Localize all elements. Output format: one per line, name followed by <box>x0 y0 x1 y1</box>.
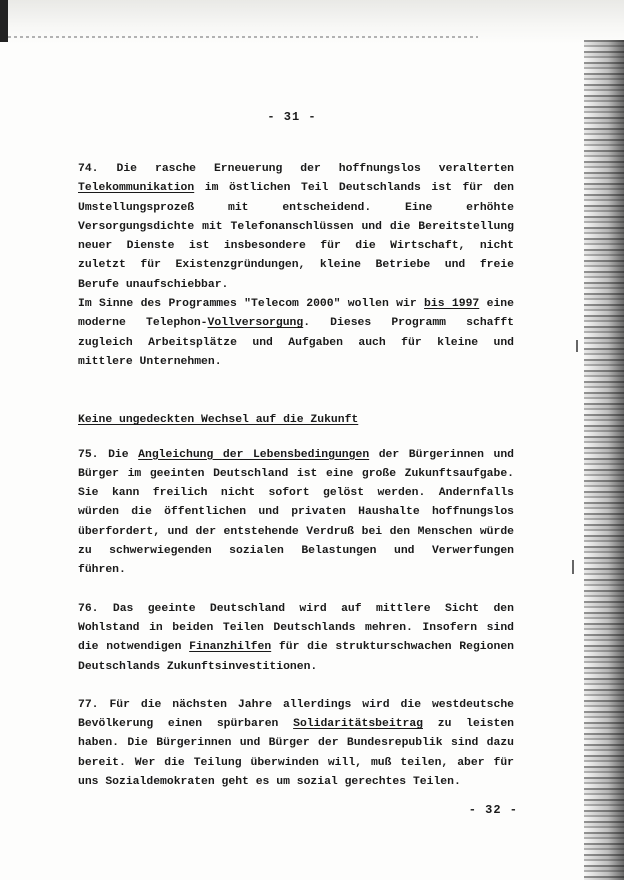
paragraph-text: Die <box>108 448 129 461</box>
paragraph-74-continued <box>78 295 514 372</box>
underlined-term: Angleichung der Lebensbedingungen <box>138 448 370 461</box>
paragraph-number: 77. <box>78 698 99 711</box>
page-number: - 31 - <box>267 110 317 124</box>
paragraph-text: . Dieses Programm schafft zugleich Arbeitsplätze und Aufgaben auch für kleine und mittlere Unternehmen. <box>78 317 514 368</box>
next-page-number: - 32 - <box>468 803 518 817</box>
paragraph-number: 74. <box>78 163 99 175</box>
paragraph-74 <box>78 160 514 295</box>
paragraph-text: zu leisten haben. Die Bürgerinnen und Bürger der Bundesrepublik sind dazu bereit. Wer die Teilung überwinden will, muß teilen, aber für uns Sozialdemokraten geht es um sozial gerechtes Teilen. <box>78 718 515 789</box>
scan-right-edge <box>584 40 624 880</box>
paragraph-text: Im Sinne des Programmes "Telecom 2000" wollen wir <box>78 298 417 311</box>
paragraph-text: Die rasche Erneuerung der hoffnungslos veralterten <box>116 163 514 175</box>
paragraph-text: für die strukturschwachen Regionen Deutschlands Zukunftsinvestitionen. <box>78 641 514 673</box>
paragraph-77 <box>78 696 514 792</box>
document-body <box>78 160 514 792</box>
paragraph-number: 76. <box>78 602 99 615</box>
underlined-term: Solidaritätsbeitrag <box>293 718 423 731</box>
section-heading: Keine ungedeckten Wechsel auf die Zukunft <box>78 414 359 427</box>
underlined-term: bis 1997 <box>424 298 480 311</box>
paragraph-number: 75. <box>78 448 99 461</box>
underlined-term: Vollversorgung <box>207 317 304 330</box>
paragraph-text: Das geeinte Deutschland wird auf mittlere Sicht den Wohlstand in beiden Teilen Deutschlands mehren. Insofern sind die notwendigen <box>78 602 514 654</box>
scan-top-line <box>8 36 478 38</box>
paragraph-76 <box>78 600 514 677</box>
scan-corner-mark <box>0 0 8 42</box>
paragraph-text: der Bürgerinnen und Bürger im geeinten Deutschland ist eine große Zukunftsaufgabe. Sie kann freilich nicht sofort gelöst werden. Andernfalls würden die öffentlichen und privaten Haushalte hoffnungslos überfordert, und der entstehende Verdruß bei den Menschen würde zu schwerwiegenden sozialen Belastungen und Verwerfungen führen. <box>78 448 515 577</box>
paragraph-text: Für die nächsten Jahre allerdings wird die westdeutsche Bevölkerung einen spürbaren <box>78 698 514 731</box>
paragraph-75 <box>78 446 514 581</box>
paragraph-text: im östlichen Teil Deutschlands ist für den Umstellungsprozeß mit entscheidend. Eine erhöhte Versorgungsdichte mit Telefonanschlüssen und die Bereitstellung neuer Dienste ist insbesondere für die Wirtschaft, nicht zuletzt für Existenzgründungen, kleine Betriebe und freie Berufe unaufschiebbar. <box>78 182 514 291</box>
scan-speck <box>572 560 574 574</box>
underlined-term: Finanzhilfen <box>189 641 272 654</box>
paragraph-text: eine moderne Telephon- <box>78 298 514 330</box>
scan-speck <box>576 340 578 352</box>
underlined-term: Telekommunikation <box>78 182 195 195</box>
